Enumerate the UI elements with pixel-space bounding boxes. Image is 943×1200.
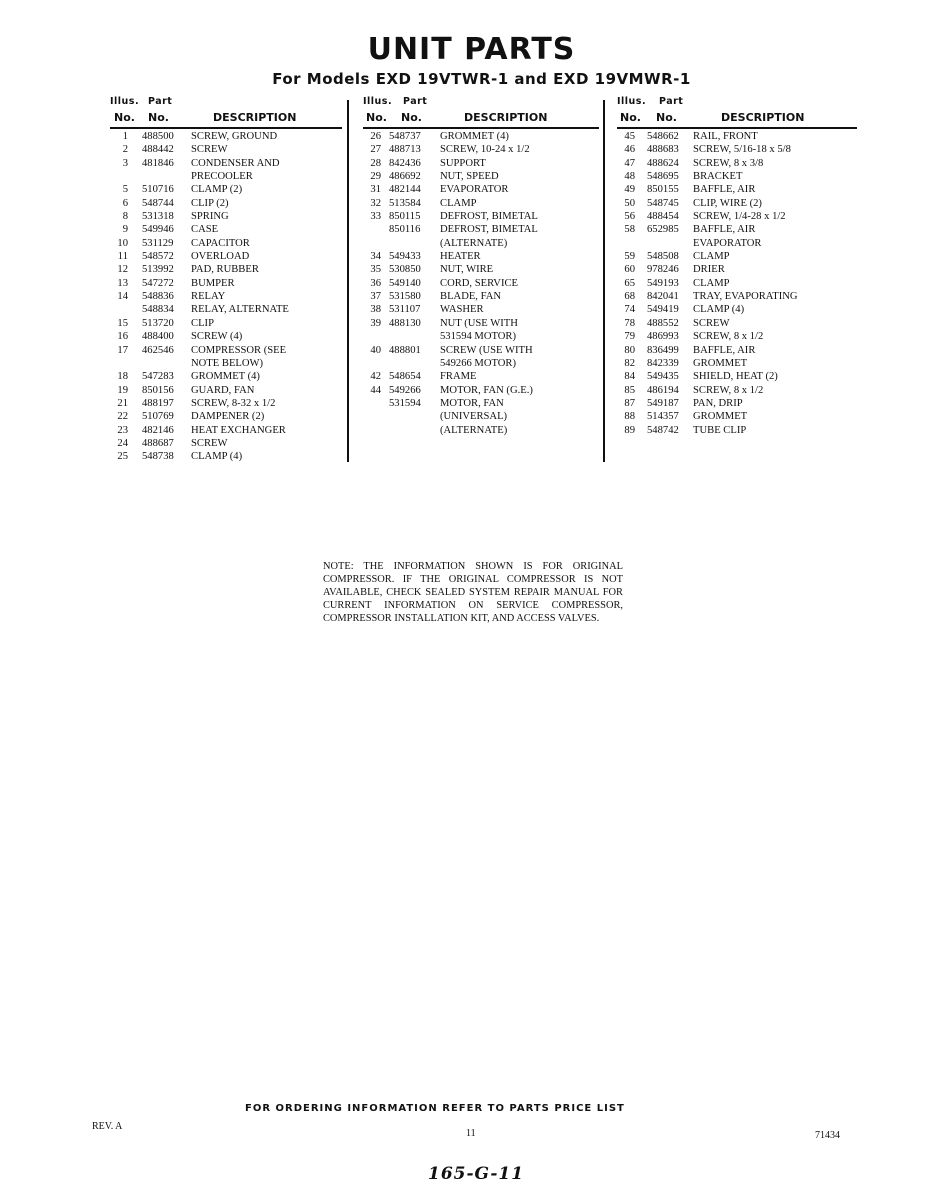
part-description: GROMMET (4) [191, 371, 260, 383]
illus-number: 42 [370, 371, 381, 383]
part-description: SCREW [693, 317, 730, 329]
illus-number: 10 [117, 237, 128, 249]
illus-number: 80 [624, 344, 635, 356]
illus-number: 45 [624, 131, 635, 142]
illus-number: 16 [117, 331, 128, 343]
illus-number: 24 [117, 437, 128, 449]
part-description: (UNIVERSAL) [440, 411, 508, 423]
part-number: 486194 [647, 384, 679, 396]
illus-number: 32 [370, 197, 381, 209]
part-number: 548744 [142, 197, 174, 209]
part-number: 510716 [142, 184, 174, 196]
part-number: 488400 [142, 331, 174, 343]
illus-number: 36 [370, 277, 381, 289]
illus-number: 23 [117, 424, 128, 436]
part-description: CORD, SERVICE [440, 277, 519, 289]
header-part: Part [659, 96, 684, 107]
illus-number: 18 [117, 371, 128, 383]
illus-number: 1 [122, 131, 128, 142]
part-description: GROMMET [693, 357, 748, 369]
header-description: DESCRIPTION [721, 111, 805, 124]
part-number: 488624 [647, 157, 679, 169]
header-rule [110, 127, 342, 129]
part-number: 842436 [389, 157, 421, 169]
illus-number: 50 [624, 197, 635, 209]
part-description: GROMMET [693, 411, 748, 423]
part-description: GROMMET (4) [440, 131, 509, 142]
part-number: 488683 [647, 144, 679, 156]
part-description: GUARD, FAN [191, 384, 255, 396]
part-description: SCREW, GROUND [191, 131, 278, 142]
part-number: 548836 [142, 291, 174, 303]
part-number: 531107 [389, 304, 421, 316]
illus-number: 14 [117, 291, 128, 303]
part-description: SHIELD, HEAT (2) [693, 371, 778, 383]
part-number: 548508 [647, 251, 679, 263]
part-description: CLAMP (4) [693, 304, 745, 316]
part-description: WASHER [440, 304, 484, 316]
header-part: Part [148, 96, 173, 107]
part-number: 548738 [142, 451, 174, 463]
illus-number: 65 [624, 277, 635, 289]
part-number: 488500 [142, 131, 174, 142]
part-number: 513992 [142, 264, 174, 276]
illus-number: 17 [117, 344, 128, 356]
illus-number: 28 [370, 157, 381, 169]
column-divider [347, 100, 349, 462]
part-number: 481846 [142, 157, 174, 169]
illus-number: 82 [624, 357, 635, 369]
illus-number: 88 [624, 411, 635, 423]
part-description: FRAME [440, 371, 477, 383]
part-description: BRACKET [693, 171, 743, 183]
illus-number: 25 [117, 451, 128, 463]
header-rule [617, 127, 857, 129]
illus-number: 60 [624, 264, 635, 276]
part-number: 850115 [389, 211, 421, 223]
part-description: SCREW, 5/16-18 x 5/8 [693, 144, 791, 156]
part-number: 513720 [142, 317, 174, 329]
part-description: RELAY [191, 291, 226, 303]
part-description: PAN, DRIP [693, 397, 743, 409]
header-rule [363, 127, 599, 129]
illus-number: 15 [117, 317, 128, 329]
part-number: 513584 [389, 197, 421, 209]
part-number: 652985 [647, 224, 679, 236]
illus-number: 84 [624, 371, 635, 383]
part-description: CLIP (2) [191, 197, 229, 209]
part-description: DAMPENER (2) [191, 411, 265, 423]
part-number: 548572 [142, 251, 174, 263]
part-description: SCREW, 8-32 x 1/2 [191, 397, 276, 409]
part-description: TRAY, EVAPORATING [693, 291, 798, 303]
part-description: SPRING [191, 211, 229, 223]
part-description: SCREW [191, 437, 228, 449]
part-number: 549419 [647, 304, 679, 316]
illus-number: 3 [122, 157, 128, 169]
part-description: SCREW, 8 x 1/2 [693, 331, 764, 343]
header-description: DESCRIPTION [213, 111, 297, 124]
part-description: SCREW [191, 144, 228, 156]
part-description: SCREW, 8 x 1/2 [693, 384, 764, 396]
part-description: CLAMP (2) [191, 184, 243, 196]
header-illus: Illus. [363, 96, 393, 107]
part-number: 549266 [389, 384, 421, 396]
part-description: CLAMP (4) [191, 451, 243, 463]
illus-number: 22 [117, 411, 128, 423]
illus-number: 68 [624, 291, 635, 303]
part-number: 488197 [142, 397, 174, 409]
part-description: DRIER [693, 264, 725, 276]
part-number: 842041 [647, 291, 679, 303]
part-description: MOTOR, FAN [440, 397, 504, 409]
part-number: 549433 [389, 251, 421, 263]
part-description: (ALTERNATE) [440, 237, 508, 249]
part-description: EVAPORATOR [693, 237, 762, 249]
part-number: 548695 [647, 171, 679, 183]
illus-number: 19 [117, 384, 128, 396]
part-number: 548662 [647, 131, 679, 142]
revision-label: REV. A [92, 1121, 123, 1132]
illus-number: 58 [624, 224, 635, 236]
header-illus: Illus. [617, 96, 647, 107]
illus-number: 29 [370, 171, 381, 183]
part-description: CLAMP [693, 277, 730, 289]
part-number: 549140 [389, 277, 421, 289]
part-description: CAPACITOR [191, 237, 250, 249]
part-description: COMPRESSOR (SEE [191, 344, 287, 356]
illus-number: 26 [370, 131, 381, 142]
part-number: 531580 [389, 291, 421, 303]
illus-number: 9 [122, 224, 128, 236]
illus-number: 47 [624, 157, 635, 169]
part-description: 549266 MOTOR) [440, 357, 517, 369]
illus-number: 56 [624, 211, 635, 223]
illus-number: 87 [624, 397, 635, 409]
part-description: HEATER [440, 251, 481, 263]
illus-number: 78 [624, 317, 635, 329]
illus-number: 8 [122, 211, 128, 223]
illus-number: 33 [370, 211, 381, 223]
part-number: 850155 [647, 184, 679, 196]
illus-number: 79 [624, 331, 635, 343]
compressor-note: NOTE: THE INFORMATION SHOWN IS FOR ORIGINAL COMPRESSOR. IF THE ORIGINAL COMPRESSOR IS NOT AVAILABLE, CHECK SEALED SYSTEM REPAIR MANUAL FOR CURRENT INFORMATION ON SERVICE COMPRESSOR, COMPRESSOR INSTALLATION KIT, AND ACCESS VALVES. [323, 561, 623, 624]
part-description: CLAMP [440, 197, 477, 209]
part-description: BAFFLE, AIR [693, 184, 756, 196]
part-description: NUT (USE WITH [440, 317, 518, 329]
part-number: 850116 [389, 224, 421, 236]
illus-number: 49 [624, 184, 635, 196]
part-description: SCREW, 8 x 3/8 [693, 157, 764, 169]
illus-number: 59 [624, 251, 635, 263]
document-number: 71434 [815, 1130, 840, 1141]
part-number: 549193 [647, 277, 679, 289]
illus-number: 85 [624, 384, 635, 396]
illus-number: 27 [370, 144, 381, 156]
part-description: CLIP [191, 317, 214, 329]
part-description: SCREW (USE WITH [440, 344, 533, 356]
part-number: 488713 [389, 144, 421, 156]
part-number: 549435 [647, 371, 679, 383]
part-number: 531594 [389, 397, 421, 409]
illus-number: 46 [624, 144, 635, 156]
part-description: SCREW (4) [191, 331, 243, 343]
part-number: 488442 [142, 144, 174, 156]
part-number: 488552 [647, 317, 679, 329]
part-description: DEFROST, BIMETAL [440, 211, 538, 223]
illus-number: 48 [624, 171, 635, 183]
part-description: CLAMP [693, 251, 730, 263]
ordering-footer: FOR ORDERING INFORMATION REFER TO PARTS PRICE LIST [245, 1103, 625, 1114]
header-illus-no: No. [620, 111, 641, 124]
illus-number: 34 [370, 251, 381, 263]
part-number: 488130 [389, 317, 421, 329]
part-number: 836499 [647, 344, 679, 356]
part-number: 510769 [142, 411, 174, 423]
part-number: 549946 [142, 224, 174, 236]
part-description: PAD, RUBBER [191, 264, 259, 276]
part-number: 488801 [389, 344, 421, 356]
part-number: 482146 [142, 424, 174, 436]
part-description: HEAT EXCHANGER [191, 424, 286, 436]
part-description: DEFROST, BIMETAL [440, 224, 538, 236]
header-part-no: No. [401, 111, 422, 124]
part-description: BAFFLE, AIR [693, 224, 756, 236]
part-number: 549187 [647, 397, 679, 409]
part-number: 850156 [142, 384, 174, 396]
part-number: 548654 [389, 371, 421, 383]
header-part-no: No. [656, 111, 677, 124]
part-description: RELAY, ALTERNATE [191, 304, 289, 316]
part-description: MOTOR, FAN (G.E.) [440, 384, 533, 396]
part-description: BUMPER [191, 277, 235, 289]
page-number: 11 [466, 1128, 476, 1139]
part-number: 462546 [142, 344, 174, 356]
illus-number: 6 [122, 197, 128, 209]
illus-number: 2 [122, 144, 128, 156]
part-number: 547283 [142, 371, 174, 383]
header-description: DESCRIPTION [464, 111, 548, 124]
part-number: 530850 [389, 264, 421, 276]
part-description: SCREW, 10-24 x 1/2 [440, 144, 530, 156]
part-number: 514357 [647, 411, 679, 423]
illus-number: 5 [122, 184, 128, 196]
part-description: 531594 MOTOR) [440, 331, 517, 343]
part-number: 548737 [389, 131, 421, 142]
part-description: CONDENSER AND [191, 157, 280, 169]
handwritten-annotation: 165-G-11 [428, 1164, 525, 1184]
illus-number: 39 [370, 317, 381, 329]
part-description: TUBE CLIP [693, 424, 747, 436]
part-description: BAFFLE, AIR [693, 344, 756, 356]
part-number: 488454 [647, 211, 679, 223]
header-illus: Illus. [110, 96, 140, 107]
part-description: CASE [191, 224, 219, 236]
illus-number: 31 [370, 184, 381, 196]
part-description: (ALTERNATE) [440, 424, 508, 436]
part-number: 842339 [647, 357, 679, 369]
part-number: 547272 [142, 277, 174, 289]
part-description: RAIL, FRONT [693, 131, 758, 142]
part-description: BLADE, FAN [440, 291, 502, 303]
illus-number: 37 [370, 291, 381, 303]
illus-number: 35 [370, 264, 381, 276]
models-subtitle: For Models EXD 19VTWR-1 and EXD 19VMWR-1 [272, 70, 691, 88]
part-number: 486993 [647, 331, 679, 343]
header-part: Part [403, 96, 428, 107]
illus-number: 12 [117, 264, 128, 276]
part-number: 978246 [647, 264, 679, 276]
illus-number: 74 [624, 304, 635, 316]
page-title: UNIT PARTS [367, 32, 576, 67]
header-illus-no: No. [366, 111, 387, 124]
part-number: 531318 [142, 211, 174, 223]
illus-number: 21 [117, 397, 128, 409]
part-description: EVAPORATOR [440, 184, 509, 196]
part-number: 488687 [142, 437, 174, 449]
part-description: CLIP, WIRE (2) [693, 197, 762, 209]
part-number: 548742 [647, 424, 679, 436]
part-description: OVERLOAD [191, 251, 250, 263]
part-number: 531129 [142, 237, 174, 249]
header-part-no: No. [148, 111, 169, 124]
part-description: SUPPORT [440, 157, 486, 169]
illus-number: 38 [370, 304, 381, 316]
illus-number: 13 [117, 277, 128, 289]
part-number: 482144 [389, 184, 421, 196]
illus-number: 44 [370, 384, 381, 396]
part-number: 486692 [389, 171, 421, 183]
part-description: NOTE BELOW) [191, 357, 264, 369]
part-description: NUT, WIRE [440, 264, 494, 276]
part-description: NUT, SPEED [440, 171, 499, 183]
part-number: 548834 [142, 304, 174, 316]
illus-number: 40 [370, 344, 381, 356]
part-description: PRECOOLER [191, 171, 253, 183]
illus-number: 89 [624, 424, 635, 436]
header-illus-no: No. [114, 111, 135, 124]
illus-number: 11 [117, 251, 128, 263]
part-description: SCREW, 1/4-28 x 1/2 [693, 211, 786, 223]
part-number: 548745 [647, 197, 679, 209]
column-divider [603, 100, 605, 462]
